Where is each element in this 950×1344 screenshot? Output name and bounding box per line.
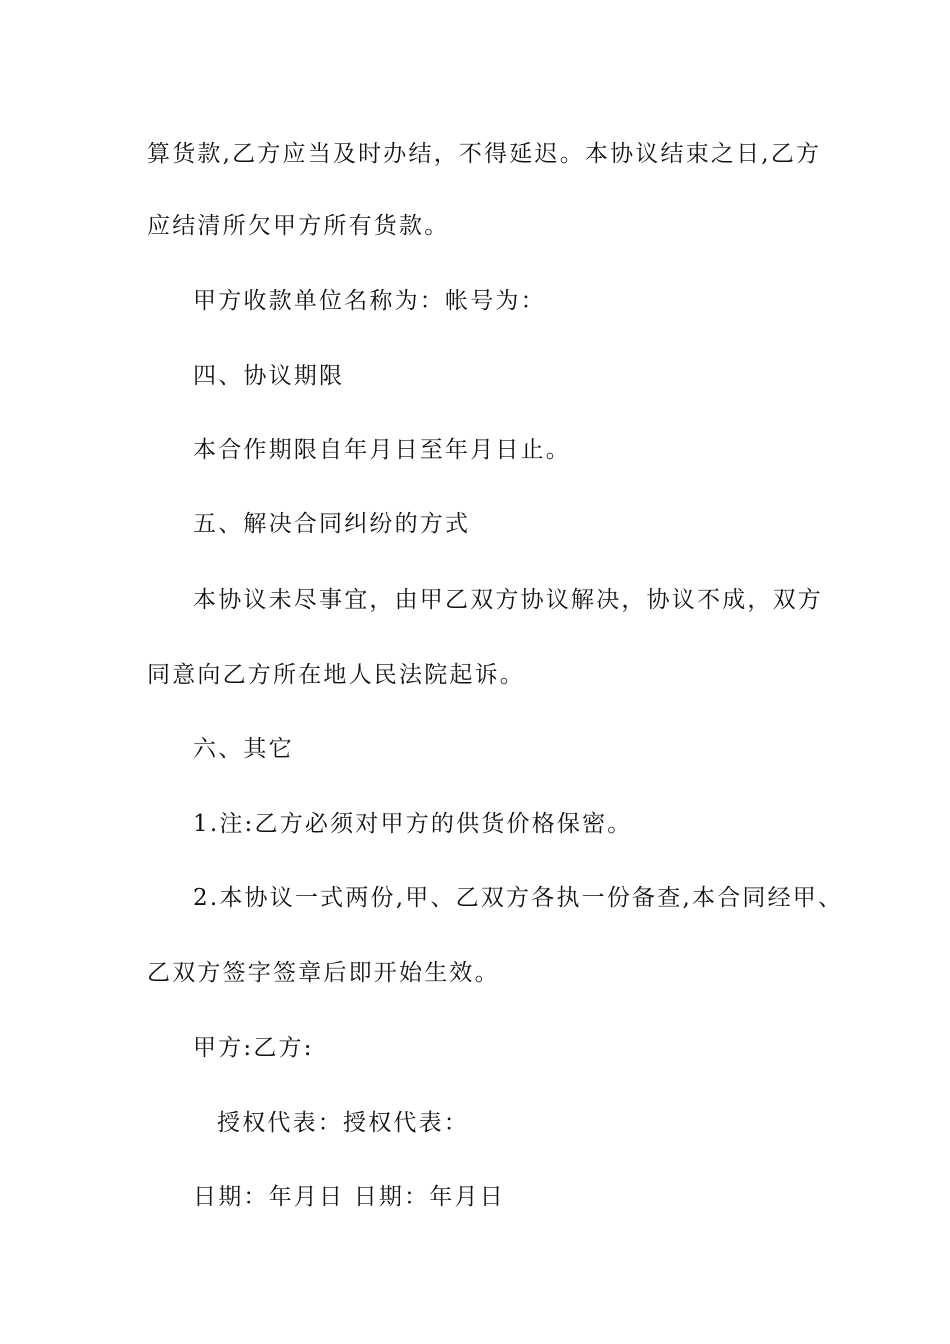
list-item: 1.注:乙方必须对甲方的供货价格保密。	[193, 811, 633, 837]
paragraph-line: 同意向乙方所在地人民法院起诉。	[147, 662, 525, 688]
paragraph-line: 乙双方签字签章后即开始生效。	[147, 960, 500, 986]
signature-dates: 日期：年月日 日期：年月日	[193, 1184, 505, 1210]
payee-info-line: 甲方收款单位名称为：帐号为：	[193, 288, 546, 314]
signature-parties: 甲方:乙方:	[193, 1035, 314, 1061]
signature-representatives: 授权代表：授权代表：	[217, 1110, 469, 1136]
section-heading: 五、解决合同纠纷的方式	[193, 511, 471, 537]
paragraph-line: 本合作期限自年月日至年月日止。	[193, 437, 571, 463]
paragraph-line: 应结清所欠甲方所有货款。	[147, 213, 450, 239]
paragraph-line: 算货款,乙方应当及时办结，不得延迟。本协议结束之日,乙方	[147, 141, 822, 167]
list-item: 2.本协议一式两份,甲、乙双方各执一份备查,本合同经甲、	[193, 885, 844, 911]
paragraph-line: 本协议未尽事宜，由甲乙双方协议解决，协议不成，双方	[193, 587, 823, 613]
section-heading: 六、其它	[193, 736, 294, 762]
section-heading: 四、协议期限	[193, 363, 345, 389]
